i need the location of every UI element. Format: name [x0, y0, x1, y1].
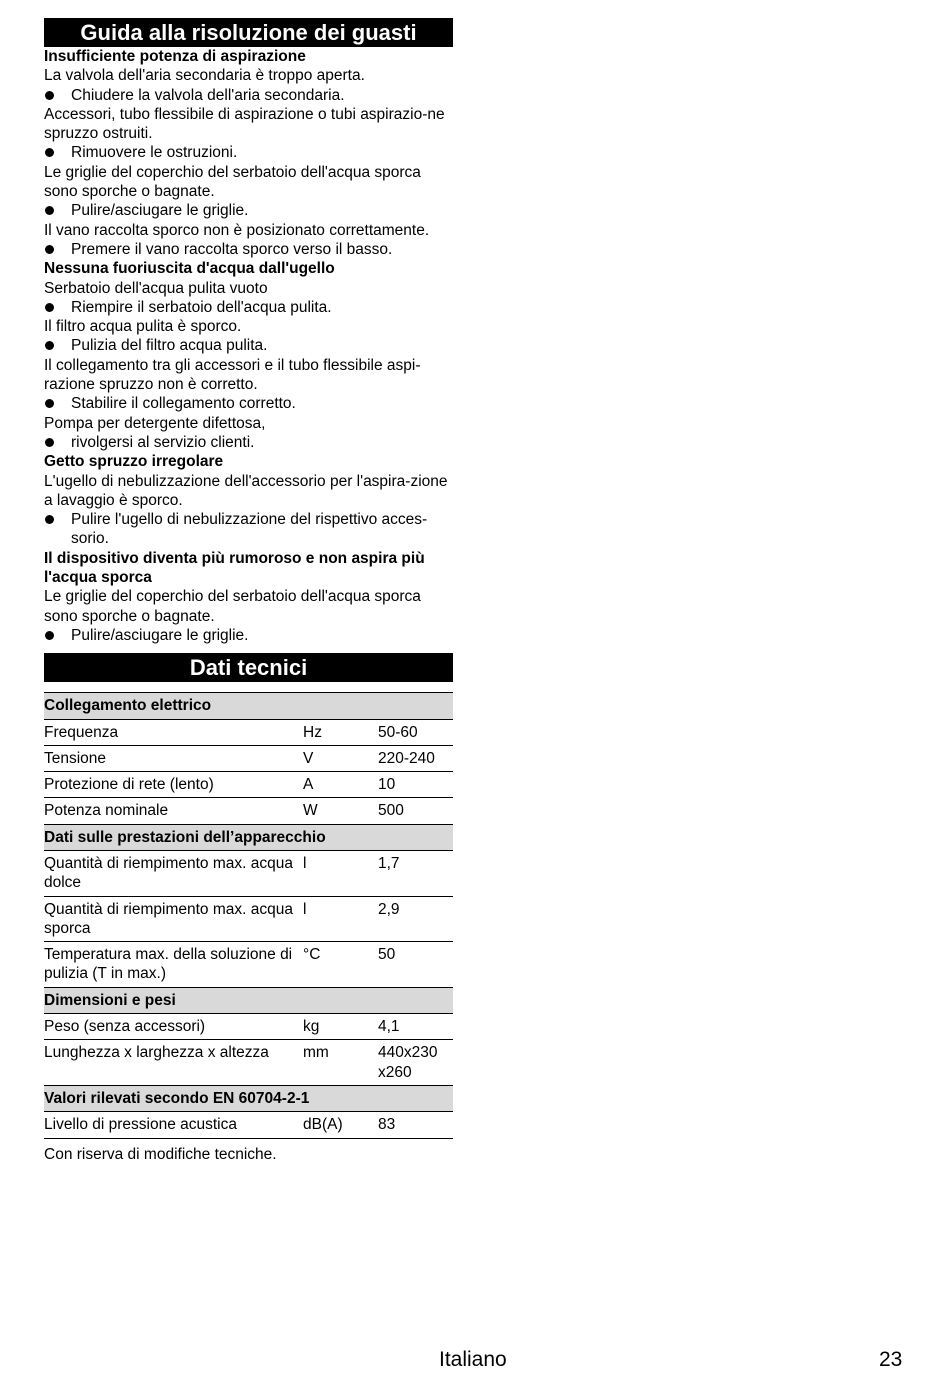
- spec-value: 50: [378, 942, 453, 988]
- spec-row: [44, 850, 453, 896]
- cause-text: Pompa per detergente difettosa,: [44, 414, 266, 432]
- spec-value: 4,1: [378, 1014, 453, 1040]
- spec-unit: dB(A): [303, 1112, 378, 1138]
- spec-section-row: [44, 1085, 453, 1111]
- spec-label: Temperatura max. della soluzione di pulizia (T in max.): [44, 942, 303, 988]
- spec-row: [44, 1040, 453, 1086]
- spec-label: Tensione: [44, 745, 303, 771]
- troubleshooting-title: Guida alla risoluzione dei guasti: [44, 18, 453, 47]
- spec-section-row: [44, 824, 453, 850]
- page-number: 23: [879, 1348, 903, 1371]
- spec-row: [44, 942, 453, 988]
- spec-value: 220-240: [378, 745, 453, 771]
- spec-section-row: [44, 693, 453, 719]
- spec-row: [44, 798, 453, 824]
- spec-unit: l: [303, 850, 378, 896]
- spec-row: [44, 772, 453, 798]
- spec-label: Lunghezza x larghezza x altezza: [44, 1040, 303, 1086]
- cause-text: Il collegamento tra gli accessori e il tubo flessibile aspi-razione spruzzo non è corretto.: [44, 356, 421, 394]
- specs-table: [44, 692, 453, 1138]
- problem-heading: Getto spruzzo irregolare: [44, 453, 224, 471]
- remedy-bullet: Pulire/asciugare le griglie.: [44, 201, 453, 220]
- spec-value: 2,9: [378, 896, 453, 942]
- spec-section-label: Dati sulle prestazioni dell’apparecchio: [44, 824, 453, 850]
- spec-unit: A: [303, 772, 378, 798]
- remedy-bullet: rivolgersi al servizio clienti.: [44, 433, 453, 452]
- cause-text: L'ugello di nebulizzazione dell'accessorio per l'aspira-zione a lavaggio è sporco.: [44, 472, 448, 509]
- spec-label: Peso (senza accessori): [44, 1014, 303, 1040]
- troubleshooting-list: [44, 47, 453, 645]
- spec-row: [44, 745, 453, 771]
- spec-value: 440x230 x260: [378, 1040, 453, 1086]
- remedy-bullet: Chiudere la valvola dell'aria secondaria.: [44, 86, 453, 105]
- spec-label: Frequenza: [44, 719, 303, 745]
- spec-unit: kg: [303, 1014, 378, 1040]
- problem-heading: Nessuna fuoriuscita d'acqua dall'ugello: [44, 260, 335, 278]
- spec-row: [44, 1014, 453, 1040]
- spec-value: 83: [378, 1112, 453, 1138]
- spec-unit: W: [303, 798, 378, 824]
- spec-unit: mm: [303, 1040, 378, 1086]
- spec-label: Livello di pressione acustica: [44, 1112, 303, 1138]
- specs-note: Con riserva di modifiche tecniche.: [44, 1145, 277, 1163]
- spec-label: Potenza nominale: [44, 798, 303, 824]
- remedy-bullet: Stabilire il collegamento corretto.: [44, 394, 453, 413]
- cause-text: Le griglie del coperchio del serbatoio dell'acqua sporca sono sporche o bagnate.: [44, 588, 421, 625]
- cause-text: Il filtro acqua pulita è sporco.: [44, 318, 242, 336]
- spec-label: Protezione di rete (lento): [44, 772, 303, 798]
- spec-row: [44, 1112, 453, 1138]
- cause-text: Accessori, tubo flessibile di aspirazione o tubi aspirazio-ne spruzzo ostruiti.: [44, 105, 445, 143]
- remedy-bullet: Pulire/asciugare le griglie.: [44, 626, 453, 645]
- specs-title: Dati tecnici: [44, 653, 453, 682]
- footer-language: Italiano: [439, 1348, 507, 1371]
- cause-text: Le griglie del coperchio del serbatoio dell'acqua sporca sono sporche o bagnate.: [44, 163, 421, 201]
- spec-label: Quantità di riempimento max. acqua dolce: [44, 850, 303, 896]
- spec-value: 10: [378, 772, 453, 798]
- content-column: [44, 18, 453, 1164]
- spec-value: 500: [378, 798, 453, 824]
- cause-text: Il vano raccolta sporco non è posizionato correttamente.: [44, 221, 430, 239]
- spec-value: 50-60: [378, 719, 453, 745]
- remedy-bullet: Pulire l'ugello di nebulizzazione del rispettivo acces-sorio.: [44, 510, 453, 549]
- spec-value: 1,7: [378, 850, 453, 896]
- spec-section-label: Collegamento elettrico: [44, 693, 453, 719]
- remedy-bullet: Riempire il serbatoio dell'acqua pulita.: [44, 298, 453, 317]
- spec-label: Quantità di riempimento max. acqua sporca: [44, 896, 303, 942]
- spec-section-row: [44, 987, 453, 1013]
- spec-unit: V: [303, 745, 378, 771]
- remedy-bullet: Premere il vano raccolta sporco verso il basso.: [44, 240, 453, 259]
- spec-row: [44, 719, 453, 745]
- spec-unit: l: [303, 896, 378, 942]
- remedy-bullet: Rimuovere le ostruzioni.: [44, 143, 453, 162]
- spec-section-label: Valori rilevati secondo EN 60704-2-1: [44, 1085, 453, 1111]
- spec-unit: °C: [303, 942, 378, 988]
- cause-text: La valvola dell'aria secondaria è troppo aperta.: [44, 67, 365, 85]
- cause-text: Serbatoio dell'acqua pulita vuoto: [44, 279, 268, 297]
- problem-heading: Il dispositivo diventa più rumoroso e non aspira più l'acqua sporca: [44, 549, 425, 587]
- spec-unit: Hz: [303, 719, 378, 745]
- remedy-bullet: Pulizia del filtro acqua pulita.: [44, 336, 453, 355]
- problem-heading: Insufficiente potenza di aspirazione: [44, 48, 306, 65]
- spec-row: [44, 896, 453, 942]
- spec-section-label: Dimensioni e pesi: [44, 987, 453, 1013]
